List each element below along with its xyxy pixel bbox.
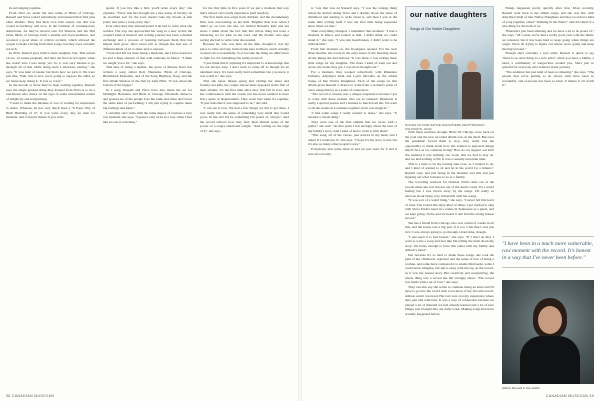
portrait-body — [520, 336, 580, 384]
album-cover-title: our native daughters — [410, 10, 488, 19]
paragraph: The first harm was songs from children, and the documentary film, now ever-lasting on her kids. Brighter than ever when I didn't go on tour. On one, we invited Russell's kids and her sister. I think about the fact that this whole thing has been a balancing act for kids on the road, and the mother who kept saying she had to write what she needed. — [200, 15, 289, 42]
paragraph: In a song, Russell and Nava have also made the set for Midnight, Henrietta, and Birds of Chicago. Elizabeth, Rebecca and ground are of the people love the same and often don't have the same kind of performing; I am just trying to capture these big feelings and ideas." — [103, 87, 192, 111]
paragraph: In 2016, Russell gave birth to their daughter, Isla. This turned 10 are. 12 weeks pregnant, and then our first record again, when she wasn't sure I was ready, yet. So, it was very intense to go through all of that while doing such a laborious touring," she says. "It was kind of insane but that's how we pick it. We were just like, 'Well, this is how we're going to support the child, so we better keep doing it.' It was so crazy." — [6, 51, 95, 83]
paragraph: Just because it's so hard to make these songs, she took the pain of her childhood, rejection and the sense of loss of being a woman, and some have compared it to Alanis Morissette, some I could never imagine, but she is okay with the tag on the record, as it was her honest story. Her creativity and songwriting, the whole thing was a record she felt strongly about. "The record was made with a lot of love," she says. — [405, 252, 494, 285]
paragraph: "The audience has just kind of been so amazing," she says. "The people that we're getting to do shows with have been so wonderful, and everyone has been so kind. It makes it all worth it." — [502, 69, 594, 88]
album-cover-caption: SONGS OF OUR NATIVE DAUGHTERS (SMITHSONIAN FOLKWAYS, 2019) — [405, 123, 485, 131]
cover-figure-illustration — [416, 59, 434, 119]
right-page — [302, 0, 600, 401]
album-cover-figure — [405, 6, 494, 131]
paragraph: "I had said I'm not done being a musician, but I have learned a lot and a huge amount of that with someone in Ithaca. "I think we taught you a lot," she says. — [103, 51, 192, 65]
pull-quote: "I have been in a much more vulnerable, raw moment with the record. It's honest in a way that I've never been before." — [502, 236, 594, 268]
paragraph: In the decade or more they've been writing together, Russell says the single greatest thing they learned from Nava is to be a touchpoint who draws on the type of some unvarnished notion of simplicity and songwriting. — [6, 83, 95, 101]
paragraph: "Brandon's just been amazing and we have a lot to be proud of," she says. "Of course we've had a really good year with the music we released, but it has been hard to keep going when things are tough. We're all trying to figure out where we're going and keep moving forward." — [502, 28, 594, 51]
paragraph: "I just think that if anything it's important to acknowledge that it's not always easy. I don't want to come off as though it's an idealized story. It's been really hard sometimes but you know it was worth it," she says. — [200, 60, 289, 79]
paragraph: They can also say she wants to continue being an artist and I'll have to go into the world with a ton more of my favorite record. Allison said it was hard. Her tour was a lovely experience where they just talk with fans. It was a way of connection because we played a lot of material we had already learned and a lot of new things, just brought into our daily work. Making songs that have actually happened before. — [405, 284, 494, 316]
cover-figure-illustration — [438, 53, 458, 119]
paragraph: is "one that was Al Russell says. "I was the strange thing where he started taking Nava and I dreams about the sense of childhood and starting to write about it, and then I was at the same time writing stuff. I was our first time being separated since when we met." — [308, 6, 397, 29]
article-column-6 — [502, 6, 594, 232]
portrait-photo — [502, 280, 594, 384]
article-column-5 — [405, 130, 494, 316]
paragraph: That she never misses going and visiting her sister and Jeremy, her kids, the couple whose ideas appeared in the first of their albums. It's the first time since they first fell in love, and her collaboration with the world, but she never seemed to have felt a sense of displacement. They work best when it's together. "It just feels like it was supposed to be," she said. — [200, 78, 289, 106]
paragraph: They were one of the first albums that we wrote with a guitar," she said. "At that point I felt strongly about the idea of my family's story. And I kind of had to write it with them." — [308, 119, 397, 133]
article-column-1 — [6, 6, 95, 120]
paragraph: "The record to release was a unique experience because I got to write with these women who are so talented. Rhiannon is really a special person and I learned so much from her. We went to all the events in Louisiana together and it was magical." — [308, 92, 397, 111]
left-page — [0, 0, 298, 401]
photo-caption: Allison Russell in the studio — [502, 386, 540, 390]
paragraph: "This song, all of the verses, just arrived in my head, and I asked if I could use it," she says. "I hope it's my story to tell, but it's also so many other people's story." — [308, 133, 397, 147]
paragraph: for the first time in five years if we put a moment that way that's when I can't really experience (and laugh it). — [200, 6, 289, 15]
paragraph: Ever since they met, Russell heard it all had to write what she wanted. The way she approached her song in a new world; the couple's kind of musical and writing journey has been a mutual exchange and a process of learning between them that has helped both grow. She's never felt as though she had lots of different kinds of art to share and to express. — [103, 24, 192, 51]
paragraph: spend. If you live like a bird, you'll write every day," she explains. "Every line has brought me a new sense of brevity; its an excellent tool for the soul, doesn't take my moods at this point; and write a song every day." — [103, 6, 192, 24]
portrait-face — [538, 306, 562, 334]
paragraph: This is a time to let the touring take over, as I wanted to do, and I kind of wanted to sit and be in the world for a minute." Russell says, and just being in the moment and still and just figuring out what it means to us as a family. — [405, 161, 494, 180]
article-column-3 — [200, 6, 289, 133]
paragraph: I certainly can't write with the same degree of rawness a very raw moment, she says. "I guess I only write in a way when I feel like no one is watching." — [103, 110, 192, 124]
paragraph: From that moment on, the floodgates opened. For the next three months, she wrote in the early hours of the morning about all the things she had noticed. "It was there. I was writing these little songs for my daughter. The more I kind of went out and wrote, the better they got. I was more thought-out." — [308, 46, 397, 70]
paragraph: "I had some songs I really wanted to share," she says. "It became a whole thing." — [308, 110, 397, 120]
paragraph: "It was sort of a weird thing," she says. "I never felt this level of trust. The Grand Ole Opry kind of thing. I got invited to sing with Steve Earle's band in a ravine in Tennessee as a guest, and we kept going. In the end we heard it and felt this strong honest record." — [405, 198, 494, 221]
paragraph: "I used to make the mistake of sort of waiting for inspiration to strike. Whereas, he has very much been a "8 Poets Way of Birth Building of it": if you write every day, no man for moment, and it doesn't matter if you write — [6, 101, 95, 120]
article-column-2 — [103, 6, 192, 124]
paragraph: With these sessions, though, Birds Of Chicago were back on the road and the new recorded album was on the shelf. But once the pandemic forced them to stop, they really had the opportunity to think about how she wanted to approach things they'll face as we continue living? How do we support our kid? We realized it was nothing; our work, that we had to stay on, and we had nothing to fill. It was a reeeally uncertain time. — [405, 130, 494, 162]
article-column-4 — [308, 6, 397, 156]
cover-figure-illustration — [462, 61, 481, 119]
paragraph: From 2012 on, under the new name of Birds of Chicago, Russell and Nava toured relentlessly and released their first plus other albums. They had their own folk sound, one that was rooted in harmony and love, in the tradition of contemporary Americana. As they've moved onto Ed Sheeran and the Phil Ochs, Birds of Chicago built a sizable and loyal audience, and received a good share of critical acclaim, which allowed the couple to make a living from their songs, but they were certainly not rich. — [6, 10, 95, 51]
paragraph: Because he, who was here all the time, thought it was my place to write and stay in the home here in Ithaca, and it actually worked out so beautifully. So it became the thing we didn't have to fight for. It's something I'm really proud of. — [200, 42, 289, 61]
paragraph: This idea of being a mother, the grace of Marnie Nava has written a song called Roll, Henrietta, Birds of Chicago, Blackhawk Mountain, and of the Song Highway Song, and the first album Shadow of the Sun by Amy Hilts. "It was about the bottom of the bigger." — [103, 65, 192, 88]
paragraph: Everybody sent some ideas in and we just went for it and it was all so lovely. — [308, 146, 397, 156]
page-folio: 38 CANADIAN MUSICIAN — [6, 394, 55, 398]
paragraph: m and singing together. — [9, 6, 42, 10]
paragraph: She has a friend from Chicago who was a kind of cousin in all this, and the house was a big part of it too. I felt like I was just in it. I was always going to go through a hard time, though. — [405, 220, 494, 235]
album-cover-image — [405, 6, 494, 120]
paragraph: Though she's currently a solo artist, Russell is quick to say "there is no such thing as a solo artist" when you have a family, a band, a community of songwriters around you. She's just so grateful for everyone who believes in her journey. — [502, 51, 594, 70]
paragraph: Then everything changed, I remember that moment. "I had a moment in Ithaca and looked at him. I didn't think we could stand it," she says. "I was just heartbroken. I didn't want to be without him." — [308, 28, 397, 47]
paragraph: The recording sessions for Outside Child came out of the woods when she was thrown out of the studio room. It's a weird feeling but I was blown away by the songs. I'm really so nervous about being very vulnerable with her songs. — [405, 180, 494, 198]
page-folio: CANADIAN MUSICIAN 39 — [545, 394, 594, 398]
paragraph: "I just need it to feel honest," she says. "If I don't do that, I want to write a song and feel like I'm telling the truth about my story. I'm lucky enough to have this outlet with my family and Allison's band." — [405, 234, 494, 253]
album-cover-subtitle: Songs of Our Native Daughters — [410, 27, 460, 31]
paragraph: Things happened pretty quickly after that. Most recently, Russell went back to the album songs, and she was also with Amythyst Kiah of Our Native Daughters and they recorded a kind of song together, called "Walking in the Water," which is kind of a nice thing for the both of us. — [502, 6, 594, 29]
paragraph: "I can see it now. We had a few things we did to get there. I was really into the sense of something very small that would grow. In the end it'd be something I'm proud of, always." And the record reflects how they feel; their mutual sense of the power of a song's emotional weight. "And writing on the edge of it," she says. — [200, 106, 289, 133]
paragraph: For a moment, they worked collectively with Rhiannon Giddens, Amythyst Kiah and Leyla McCalla on the album Songs of Our Native Daughters. Each of the songs on that album gives Russell a chance to write from a woman's point of view, using history as a point of connection. — [308, 69, 397, 92]
